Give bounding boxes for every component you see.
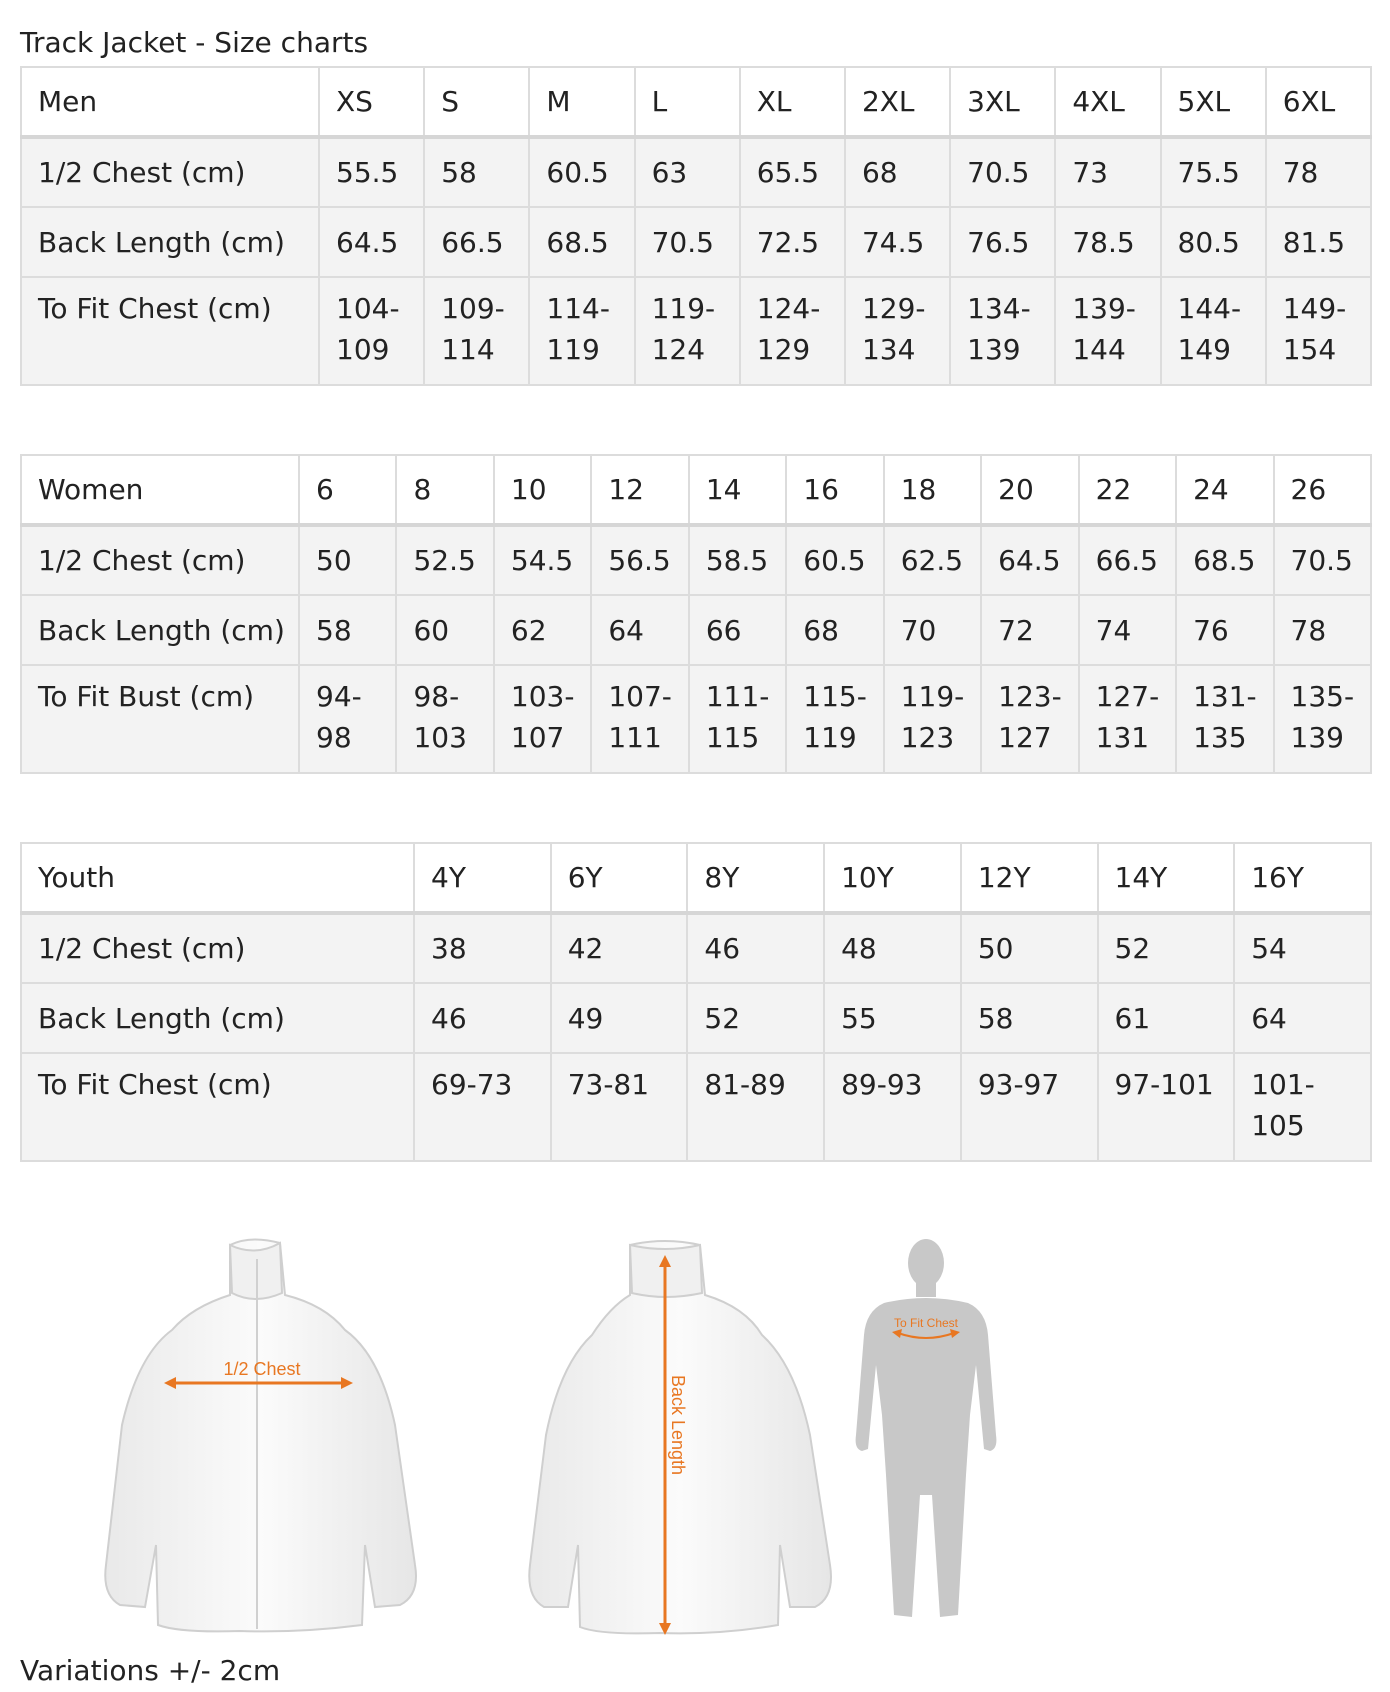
- value-cell: 66.5: [1079, 525, 1176, 595]
- value-cell: 52.5: [396, 525, 493, 595]
- value-cell: 55: [824, 983, 961, 1053]
- size-header-cell: 6Y: [551, 843, 688, 913]
- row-label-cell: To Fit Bust (cm): [21, 665, 299, 773]
- value-cell: 119- 124: [635, 277, 740, 385]
- value-cell: 101- 105: [1234, 1053, 1371, 1161]
- value-cell: 134- 139: [950, 277, 1055, 385]
- size-header-cell: M: [529, 67, 634, 137]
- value-cell: 89-93: [824, 1053, 961, 1161]
- value-cell: 48: [824, 913, 961, 983]
- value-cell: 119- 123: [884, 665, 981, 773]
- value-cell: 68.5: [1176, 525, 1273, 595]
- value-cell: 81.5: [1266, 207, 1371, 277]
- value-cell: 80.5: [1161, 207, 1266, 277]
- value-cell: 123- 127: [981, 665, 1078, 773]
- size-header-cell: 10Y: [824, 843, 961, 913]
- value-cell: 98- 103: [396, 665, 493, 773]
- size-header-cell: 14Y: [1098, 843, 1235, 913]
- size-header-cell: 16: [786, 455, 883, 525]
- youth-size-table: [20, 842, 1372, 1162]
- value-cell: 68: [786, 595, 883, 665]
- value-cell: 104- 109: [319, 277, 424, 385]
- value-cell: 56.5: [591, 525, 688, 595]
- size-header-cell: S: [424, 67, 529, 137]
- table-row: [21, 525, 1371, 595]
- page-title: Track Jacket - Size charts: [20, 26, 369, 59]
- table-row: [21, 137, 1371, 207]
- value-cell: 73: [1055, 137, 1160, 207]
- size-header-cell: 8Y: [687, 843, 824, 913]
- value-cell: 124- 129: [740, 277, 845, 385]
- value-cell: 38: [414, 913, 551, 983]
- size-header-cell: 3XL: [950, 67, 1055, 137]
- value-cell: 115- 119: [786, 665, 883, 773]
- table-header-row: [21, 67, 1371, 137]
- value-cell: 139- 144: [1055, 277, 1160, 385]
- variation-note: Variations +/- 2cm: [20, 1654, 281, 1687]
- value-cell: 52: [687, 983, 824, 1053]
- value-cell: 68.5: [529, 207, 634, 277]
- value-cell: 50: [299, 525, 396, 595]
- value-cell: 111- 115: [689, 665, 786, 773]
- value-cell: 107- 111: [591, 665, 688, 773]
- value-cell: 73-81: [551, 1053, 688, 1161]
- value-cell: 114- 119: [529, 277, 634, 385]
- value-cell: 58: [961, 983, 1098, 1053]
- size-header-cell: 6XL: [1266, 67, 1371, 137]
- row-label-cell: 1/2 Chest (cm): [21, 525, 299, 595]
- value-cell: 76.5: [950, 207, 1055, 277]
- value-cell: 62: [494, 595, 591, 665]
- value-cell: 42: [551, 913, 688, 983]
- value-cell: 58: [299, 595, 396, 665]
- table-header-label: Youth: [21, 843, 414, 913]
- jacket-front-image: [105, 1239, 416, 1631]
- value-cell: 94- 98: [299, 665, 396, 773]
- value-cell: 63: [635, 137, 740, 207]
- size-header-cell: 22: [1079, 455, 1176, 525]
- size-header-cell: 12Y: [961, 843, 1098, 913]
- fit-chest-label: To Fit Chest: [893, 1316, 959, 1330]
- men-size-table: [20, 66, 1372, 386]
- size-header-cell: 14: [689, 455, 786, 525]
- table-header-label: Women: [21, 455, 299, 525]
- value-cell: 70: [884, 595, 981, 665]
- value-cell: 81-89: [687, 1053, 824, 1161]
- value-cell: 78.5: [1055, 207, 1160, 277]
- value-cell: 66.5: [424, 207, 529, 277]
- value-cell: 61: [1098, 983, 1235, 1053]
- value-cell: 149- 154: [1266, 277, 1371, 385]
- value-cell: 69-73: [414, 1053, 551, 1161]
- table-header-row: [21, 455, 1371, 525]
- table-header-row: [21, 843, 1371, 913]
- value-cell: 78: [1274, 595, 1371, 665]
- value-cell: 127- 131: [1079, 665, 1176, 773]
- women-size-table: [20, 454, 1372, 774]
- row-label-cell: Back Length (cm): [21, 207, 319, 277]
- table-row: [21, 665, 1371, 773]
- value-cell: 75.5: [1161, 137, 1266, 207]
- size-header-cell: L: [635, 67, 740, 137]
- value-cell: 109- 114: [424, 277, 529, 385]
- size-header-cell: 4Y: [414, 843, 551, 913]
- value-cell: 72.5: [740, 207, 845, 277]
- row-label-cell: 1/2 Chest (cm): [21, 137, 319, 207]
- table-header-label: Men: [21, 67, 319, 137]
- jacket-measurement-illustration: [40, 1235, 1060, 1640]
- row-label-cell: 1/2 Chest (cm): [21, 913, 414, 983]
- value-cell: 66: [689, 595, 786, 665]
- row-label-cell: Back Length (cm): [21, 983, 414, 1053]
- value-cell: 60.5: [529, 137, 634, 207]
- value-cell: 129- 134: [845, 277, 950, 385]
- value-cell: 55.5: [319, 137, 424, 207]
- value-cell: 58.5: [689, 525, 786, 595]
- row-label-cell: Back Length (cm): [21, 595, 299, 665]
- size-header-cell: XL: [740, 67, 845, 137]
- value-cell: 54: [1234, 913, 1371, 983]
- value-cell: 103- 107: [494, 665, 591, 773]
- size-header-cell: 6: [299, 455, 396, 525]
- jacket-back-image: [529, 1241, 831, 1635]
- table-row: [21, 595, 1371, 665]
- table-row: [21, 913, 1371, 983]
- size-header-cell: 2XL: [845, 67, 950, 137]
- size-header-cell: XS: [319, 67, 424, 137]
- value-cell: 144- 149: [1161, 277, 1266, 385]
- value-cell: 70.5: [1274, 525, 1371, 595]
- size-header-cell: 26: [1274, 455, 1371, 525]
- value-cell: 64.5: [319, 207, 424, 277]
- value-cell: 93-97: [961, 1053, 1098, 1161]
- size-header-cell: 16Y: [1234, 843, 1371, 913]
- size-header-cell: 5XL: [1161, 67, 1266, 137]
- table-row: [21, 277, 1371, 385]
- value-cell: 74.5: [845, 207, 950, 277]
- value-cell: 58: [424, 137, 529, 207]
- value-cell: 54.5: [494, 525, 591, 595]
- value-cell: 60: [396, 595, 493, 665]
- value-cell: 70.5: [635, 207, 740, 277]
- table-row: [21, 983, 1371, 1053]
- value-cell: 68: [845, 137, 950, 207]
- value-cell: 49: [551, 983, 688, 1053]
- size-header-cell: 24: [1176, 455, 1273, 525]
- table-row: [21, 1053, 1371, 1161]
- value-cell: 46: [687, 913, 824, 983]
- value-cell: 52: [1098, 913, 1235, 983]
- table-row: [21, 207, 1371, 277]
- value-cell: 74: [1079, 595, 1176, 665]
- size-header-cell: 10: [494, 455, 591, 525]
- value-cell: 60.5: [786, 525, 883, 595]
- row-label-cell: To Fit Chest (cm): [21, 1053, 414, 1161]
- row-label-cell: To Fit Chest (cm): [21, 277, 319, 385]
- size-header-cell: 18: [884, 455, 981, 525]
- value-cell: 135- 139: [1274, 665, 1371, 773]
- value-cell: 97-101: [1098, 1053, 1235, 1161]
- value-cell: 64: [1234, 983, 1371, 1053]
- value-cell: 72: [981, 595, 1078, 665]
- body-silhouette-image: [856, 1239, 997, 1617]
- value-cell: 46: [414, 983, 551, 1053]
- size-header-cell: 20: [981, 455, 1078, 525]
- value-cell: 70.5: [950, 137, 1055, 207]
- half-chest-label: 1/2 Chest: [223, 1359, 301, 1379]
- value-cell: 62.5: [884, 525, 981, 595]
- value-cell: 131- 135: [1176, 665, 1273, 773]
- value-cell: 76: [1176, 595, 1273, 665]
- value-cell: 65.5: [740, 137, 845, 207]
- size-header-cell: 12: [591, 455, 688, 525]
- back-length-label: Back Length: [668, 1374, 688, 1476]
- size-header-cell: 8: [396, 455, 493, 525]
- size-header-cell: 4XL: [1055, 67, 1160, 137]
- value-cell: 64: [591, 595, 688, 665]
- value-cell: 78: [1266, 137, 1371, 207]
- value-cell: 50: [961, 913, 1098, 983]
- value-cell: 64.5: [981, 525, 1078, 595]
